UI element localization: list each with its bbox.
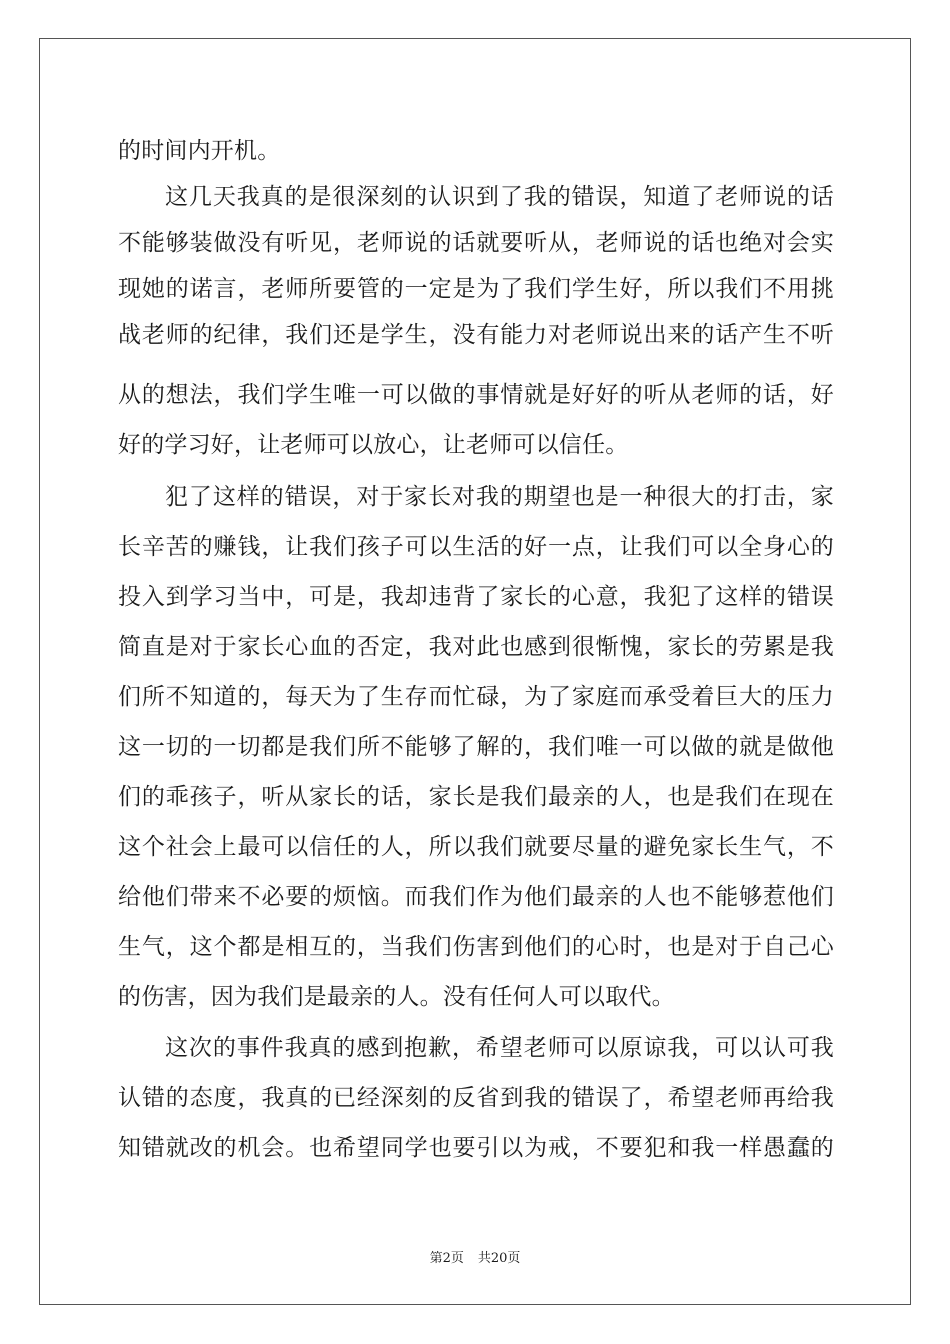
page-footer bbox=[0, 1247, 950, 1266]
text-line: 们的乖孩子，听从家长的话，家长是我们最亲的人，也是我们在现在 bbox=[118, 784, 834, 810]
text-line: 们所不知道的，每天为了生存而忙碌，为了家庭而承受着巨大的压力 bbox=[118, 684, 834, 710]
text-line: 简直是对于家长心血的否定，我对此也感到很惭愧，家长的劳累是我 bbox=[118, 634, 834, 660]
text-line: 战老师的纪律，我们还是学生，没有能力对老师说出来的话产生不听 bbox=[118, 322, 834, 348]
text-line: 这次的事件我真的感到抱歉，希望老师可以原谅我，可以认可我 bbox=[165, 1035, 834, 1061]
text-line: 犯了这样的错误，对于家长对我的期望也是一种很大的打击，家 bbox=[165, 484, 834, 510]
text-line: 的伤害，因为我们是最亲的人。没有任何人可以取代。 bbox=[118, 984, 675, 1010]
text-line: 好的学习好，让老师可以放心，让老师可以信任。 bbox=[118, 432, 629, 458]
text-line: 给他们带来不必要的烦恼。而我们作为他们最亲的人也不能够惹他们 bbox=[118, 884, 834, 910]
text-line: 这个社会上最可以信任的人，所以我们就要尽量的避免家长生气，不 bbox=[118, 834, 834, 860]
text-line: 从的想法，我们学生唯一可以做的事情就是好好的听从老师的话，好 bbox=[118, 382, 834, 408]
text-line: 这一切的一切都是我们所不能够了解的，我们唯一可以做的就是做他 bbox=[118, 734, 834, 760]
text-line: 认错的态度，我真的已经深刻的反省到我的错误了，希望老师再给我 bbox=[118, 1085, 834, 1111]
page-number: 第2页 bbox=[429, 1251, 464, 1266]
text-line: 知错就改的机会。也希望同学也要引以为戒，不要犯和我一样愚蠢的 bbox=[118, 1135, 834, 1161]
page-total: 共20页 bbox=[477, 1251, 521, 1266]
text-line: 这几天我真的是很深刻的认识到了我的错误，知道了老师说的话 bbox=[165, 184, 834, 210]
text-line: 不能够装做没有听见，老师说的话就要听从，老师说的话也绝对会实 bbox=[118, 230, 834, 256]
text-line: 现她的诺言，老师所要管的一定是为了我们学生好，所以我们不用挑 bbox=[118, 276, 834, 302]
text-line: 生气，这个都是相互的，当我们伤害到他们的心时，也是对于自己心 bbox=[118, 934, 834, 960]
text-line: 的时间内开机。 bbox=[118, 138, 281, 164]
text-line: 长辛苦的赚钱，让我们孩子可以生活的好一点，让我们可以全身心的 bbox=[118, 534, 834, 560]
text-line: 投入到学习当中，可是，我却违背了家长的心意，我犯了这样的错误 bbox=[118, 584, 834, 610]
